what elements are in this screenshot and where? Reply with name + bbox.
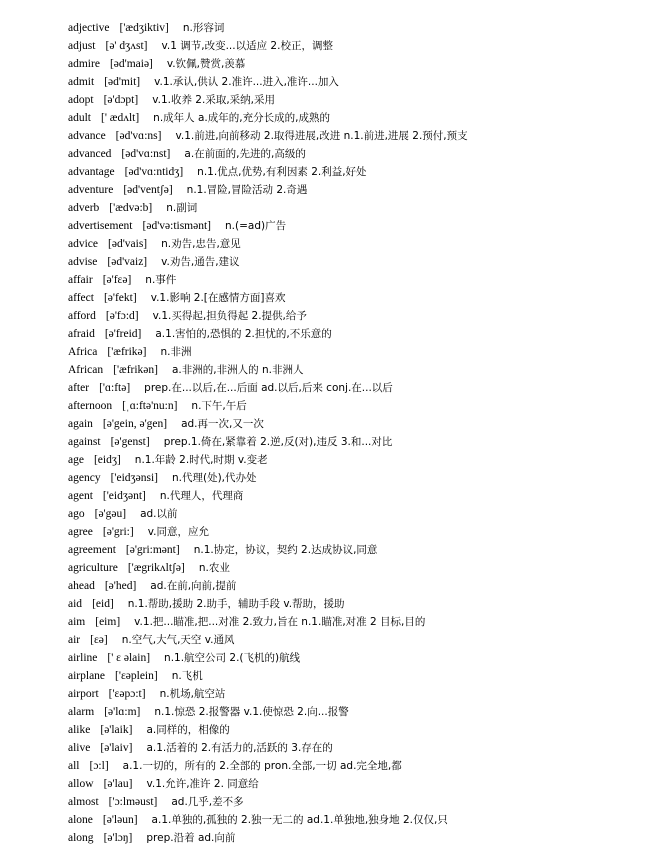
entry-word: alone bbox=[68, 814, 93, 826]
entry-phonetic: ['εəplein] bbox=[115, 670, 158, 682]
vocab-entry bbox=[68, 235, 658, 253]
entry-definition: a.1.害怕的,恐惧的 2.担忧的,不乐意的 bbox=[155, 328, 332, 340]
entry-word: agriculture bbox=[68, 562, 118, 574]
entry-definition: a.1.单独的,孤独的 2.独一无二的 ad.1.单独地,独身地 2.仅仅,只 bbox=[151, 814, 448, 826]
entry-word: advanced bbox=[68, 148, 112, 160]
entry-definition: v.1.把...瞄准,把...对准 2.致力,旨在 n.1.瞄准,对准 2 目标,目的 bbox=[134, 616, 426, 628]
entry-definition: v.1.影响 2.[在感情方面]喜欢 bbox=[150, 292, 286, 304]
vocab-entry bbox=[68, 289, 658, 307]
entry-definition: ad.几乎,差不多 bbox=[171, 796, 244, 808]
entry-definition: ad.再一次,又一次 bbox=[181, 418, 264, 430]
entry-phonetic: [əd'vais] bbox=[108, 238, 148, 250]
entry-word: alike bbox=[68, 724, 91, 736]
vocab-entry bbox=[68, 253, 658, 271]
entry-word: allow bbox=[68, 778, 94, 790]
vocab-entry bbox=[68, 595, 658, 613]
entry-word: advise bbox=[68, 256, 98, 268]
entry-word: affect bbox=[68, 292, 94, 304]
entry-phonetic: ['ædʒiktiv] bbox=[119, 22, 169, 34]
entry-phonetic: ['æfrikə] bbox=[107, 346, 147, 358]
vocab-entry bbox=[68, 469, 658, 487]
vocab-entry bbox=[68, 613, 658, 631]
entry-word: adjust bbox=[68, 40, 96, 52]
entry-definition: n.空气,大气,天空 v.通风 bbox=[121, 634, 235, 646]
entry-phonetic: [ə'lɔŋ] bbox=[103, 832, 133, 844]
entry-phonetic: [ə'laik] bbox=[100, 724, 133, 736]
entry-word: advantage bbox=[68, 166, 115, 178]
vocab-entry bbox=[68, 649, 658, 667]
entry-definition: n.1.航空公司 2.(飞机的)航线 bbox=[164, 652, 301, 664]
vocab-entry bbox=[68, 91, 658, 109]
entry-definition: v.钦佩,赞赏,羡慕 bbox=[166, 58, 246, 70]
entry-phonetic: [əd'maiə] bbox=[109, 58, 153, 70]
entry-phonetic: ['eidʒənsi] bbox=[110, 472, 158, 484]
entry-phonetic: [ə'laiv] bbox=[100, 742, 133, 754]
entry-phonetic: [əd'mit] bbox=[104, 76, 141, 88]
entry-word: affair bbox=[68, 274, 93, 286]
entry-definition: n.非洲 bbox=[160, 346, 192, 358]
vocab-entry bbox=[68, 757, 658, 775]
vocab-entry bbox=[68, 775, 658, 793]
entry-phonetic: [ə'hed] bbox=[104, 580, 137, 592]
entry-definition: v.1.承认,供认 2.准许...进入,准许...加入 bbox=[154, 76, 339, 88]
entry-definition: n.飞机 bbox=[171, 670, 203, 682]
entry-definition: a.同样的，相像的 bbox=[146, 724, 230, 736]
entry-phonetic: [eidʒ] bbox=[93, 454, 121, 466]
vocab-entry bbox=[68, 811, 658, 829]
entry-phonetic: [ə'fɔ:d] bbox=[105, 310, 139, 322]
vocab-entry bbox=[68, 343, 658, 361]
entry-phonetic: [ə'lɑ:m] bbox=[104, 706, 141, 718]
vocab-entry bbox=[68, 829, 658, 847]
vocab-entry bbox=[68, 19, 658, 37]
entry-definition: n.1.年龄 2.时代,时期 v.变老 bbox=[134, 454, 268, 466]
entry-word: Africa bbox=[68, 346, 98, 358]
entry-definition: a.1.一切的，所有的 2.全部的 pron.全部,一切 ad.完全地,都 bbox=[122, 760, 402, 772]
entry-definition: v.1 调节,改变...以适应 2.校正，调整 bbox=[161, 40, 333, 52]
entry-word: after bbox=[68, 382, 90, 394]
entry-definition: n.1.优点,优势,有利因素 2.利益,好处 bbox=[197, 166, 367, 178]
vocab-entry bbox=[68, 163, 658, 181]
vocab-entry bbox=[68, 721, 658, 739]
vocab-entry bbox=[68, 199, 658, 217]
entry-word: airplane bbox=[68, 670, 106, 682]
vocab-entry bbox=[68, 181, 658, 199]
entry-phonetic: [ə'ləun] bbox=[102, 814, 138, 826]
vocab-entry bbox=[68, 487, 658, 505]
entry-word: agree bbox=[68, 526, 93, 538]
entry-phonetic: [ə'gəu] bbox=[94, 508, 127, 520]
entry-phonetic: [ɔ:l] bbox=[89, 760, 109, 772]
entry-definition: n.形容词 bbox=[182, 22, 225, 34]
vocab-entry bbox=[68, 433, 658, 451]
entry-phonetic: [ə'gri:] bbox=[102, 526, 134, 538]
entry-phonetic: [ə'gein, ə'gen] bbox=[102, 418, 168, 430]
vocab-entry bbox=[68, 145, 658, 163]
entry-word: afford bbox=[68, 310, 96, 322]
vocabulary-list bbox=[68, 19, 658, 847]
entry-phonetic: [εə] bbox=[90, 634, 108, 646]
entry-word: alive bbox=[68, 742, 91, 754]
entry-definition: a.1.活着的 2.有活力的,活跃的 3.存在的 bbox=[146, 742, 333, 754]
entry-phonetic: ['εəpɔ:t] bbox=[108, 688, 146, 700]
vocab-entry bbox=[68, 451, 658, 469]
entry-phonetic: [ə'dɔpt] bbox=[103, 94, 139, 106]
vocab-entry bbox=[68, 109, 658, 127]
entry-phonetic: [' ædʌlt] bbox=[101, 112, 140, 124]
entry-word: ago bbox=[68, 508, 85, 520]
entry-word: advance bbox=[68, 130, 106, 142]
entry-phonetic: [ə'gri:mənt] bbox=[125, 544, 180, 556]
entry-word: alarm bbox=[68, 706, 95, 718]
entry-word: age bbox=[68, 454, 84, 466]
entry-definition: n.副词 bbox=[166, 202, 198, 214]
entry-definition: n.1.惊恐 2.报警器 v.1.使惊恐 2.向...报警 bbox=[154, 706, 349, 718]
entry-definition: v.同意，应允 bbox=[147, 526, 209, 538]
vocab-entry bbox=[68, 307, 658, 325]
entry-definition: n.(=ad)广告 bbox=[225, 220, 287, 232]
entry-phonetic: [ə'lau] bbox=[103, 778, 133, 790]
entry-word: afternoon bbox=[68, 400, 113, 412]
entry-definition: n.1.协定，协议，契约 2.达成协议,同意 bbox=[193, 544, 378, 556]
vocab-entry bbox=[68, 397, 658, 415]
entry-definition: ad.在前,向前,提前 bbox=[150, 580, 237, 592]
entry-phonetic: ['ɔ:lməust] bbox=[108, 796, 158, 808]
vocab-entry bbox=[68, 73, 658, 91]
vocab-entry bbox=[68, 55, 658, 73]
entry-word: against bbox=[68, 436, 101, 448]
entry-phonetic: [ə'fεə] bbox=[102, 274, 132, 286]
entry-word: adjective bbox=[68, 22, 110, 34]
vocab-entry bbox=[68, 505, 658, 523]
entry-word: agency bbox=[68, 472, 101, 484]
entry-definition: n.成年人 a.成年的,充分长成的,成熟的 bbox=[153, 112, 330, 124]
entry-definition: n.农业 bbox=[198, 562, 230, 574]
entry-phonetic: [' ε əlain] bbox=[107, 652, 151, 664]
vocab-entry bbox=[68, 415, 658, 433]
entry-word: advice bbox=[68, 238, 99, 250]
entry-definition: n.下午,午后 bbox=[191, 400, 247, 412]
entry-phonetic: [əd'və:tismənt] bbox=[142, 220, 212, 232]
entry-word: again bbox=[68, 418, 93, 430]
entry-word: agent bbox=[68, 490, 93, 502]
entry-phonetic: [eid] bbox=[92, 598, 114, 610]
entry-word: along bbox=[68, 832, 94, 844]
entry-word: airline bbox=[68, 652, 98, 664]
vocab-entry bbox=[68, 793, 658, 811]
entry-word: African bbox=[68, 364, 104, 376]
entry-word: all bbox=[68, 760, 80, 772]
entry-phonetic: ['ægrikʌltʃə] bbox=[127, 562, 185, 574]
entry-phonetic: [əd'vaiz] bbox=[107, 256, 148, 268]
vocab-entry bbox=[68, 127, 658, 145]
vocab-entry bbox=[68, 685, 658, 703]
entry-phonetic: [eim] bbox=[95, 616, 121, 628]
entry-phonetic: ['ɑ:ftə] bbox=[99, 382, 131, 394]
vocab-entry bbox=[68, 739, 658, 757]
entry-definition: a.非洲的,非洲人的 n.非洲人 bbox=[172, 364, 304, 376]
entry-definition: prep.1.倚在,紧靠着 2.逆,反(对),违反 3.和...对比 bbox=[163, 436, 393, 448]
entry-definition: v.1.收养 2.采取,采纳,采用 bbox=[152, 94, 275, 106]
entry-word: admire bbox=[68, 58, 100, 70]
vocab-entry bbox=[68, 379, 658, 397]
entry-definition: v.1.前进,向前移动 2.取得进展,改进 n.1.前进,进展 2.预付,预支 bbox=[175, 130, 468, 142]
entry-word: air bbox=[68, 634, 81, 646]
entry-phonetic: ['eidʒənt] bbox=[102, 490, 146, 502]
vocab-entry bbox=[68, 271, 658, 289]
entry-phonetic: [ə' dʒʌst] bbox=[105, 40, 148, 52]
vocab-entry bbox=[68, 541, 658, 559]
entry-phonetic: [ˌɑ:ftə'nu:n] bbox=[122, 400, 178, 412]
entry-word: adopt bbox=[68, 94, 94, 106]
entry-word: almost bbox=[68, 796, 99, 808]
vocab-entry bbox=[68, 217, 658, 235]
entry-phonetic: [ə'freid] bbox=[104, 328, 142, 340]
entry-definition: n.机场,航空站 bbox=[159, 688, 226, 700]
entry-definition: n.代理人，代理商 bbox=[159, 490, 244, 502]
vocab-entry bbox=[68, 325, 658, 343]
entry-word: ahead bbox=[68, 580, 95, 592]
vocab-entry bbox=[68, 559, 658, 577]
entry-phonetic: ['ædvə:b] bbox=[109, 202, 153, 214]
entry-definition: v.1.允许,准许 2. 同意给 bbox=[146, 778, 259, 790]
entry-phonetic: [ə'genst] bbox=[110, 436, 150, 448]
entry-phonetic: ['æfrikən] bbox=[113, 364, 158, 376]
entry-definition: prep.在...以后,在...后面 ad.以后,后来 conj.在...以后 bbox=[144, 382, 393, 394]
entry-definition: a.在前面的,先进的,高级的 bbox=[184, 148, 306, 160]
entry-phonetic: [əd'vɑ:ns] bbox=[115, 130, 162, 142]
entry-definition: n.事件 bbox=[145, 274, 177, 286]
entry-definition: v.劝告,通告,建议 bbox=[161, 256, 240, 268]
vocab-entry bbox=[68, 523, 658, 541]
entry-definition: n.1.冒险,冒险活动 2.奇遇 bbox=[186, 184, 308, 196]
entry-definition: prep.沿着 ad.向前 bbox=[146, 832, 236, 844]
vocab-entry bbox=[68, 577, 658, 595]
entry-word: agreement bbox=[68, 544, 116, 556]
entry-phonetic: [əd'vɑ:nst] bbox=[121, 148, 171, 160]
entry-definition: n.劝告,忠告,意见 bbox=[161, 238, 241, 250]
entry-word: adventure bbox=[68, 184, 114, 196]
entry-word: advertisement bbox=[68, 220, 133, 232]
entry-definition: n.代理(处),代办处 bbox=[172, 472, 257, 484]
entry-word: aid bbox=[68, 598, 83, 610]
entry-word: adult bbox=[68, 112, 91, 124]
entry-definition: n.1.帮助,援助 2.助手，辅助手段 v.帮助，援助 bbox=[127, 598, 345, 610]
vocab-entry bbox=[68, 667, 658, 685]
vocab-entry bbox=[68, 37, 658, 55]
vocab-entry bbox=[68, 361, 658, 379]
entry-phonetic: [ə'fekt] bbox=[103, 292, 137, 304]
entry-phonetic: [əd'ventʃə] bbox=[123, 184, 173, 196]
entry-word: aim bbox=[68, 616, 86, 628]
entry-definition: ad.以前 bbox=[140, 508, 178, 520]
entry-word: afraid bbox=[68, 328, 95, 340]
entry-phonetic: [əd'vɑ:ntidʒ] bbox=[124, 166, 184, 178]
vocab-entry bbox=[68, 703, 658, 721]
entry-definition: v.1.买得起,担负得起 2.提供,给予 bbox=[152, 310, 307, 322]
entry-word: admit bbox=[68, 76, 95, 88]
entry-word: airport bbox=[68, 688, 99, 700]
vocab-entry bbox=[68, 631, 658, 649]
entry-word: adverb bbox=[68, 202, 100, 214]
